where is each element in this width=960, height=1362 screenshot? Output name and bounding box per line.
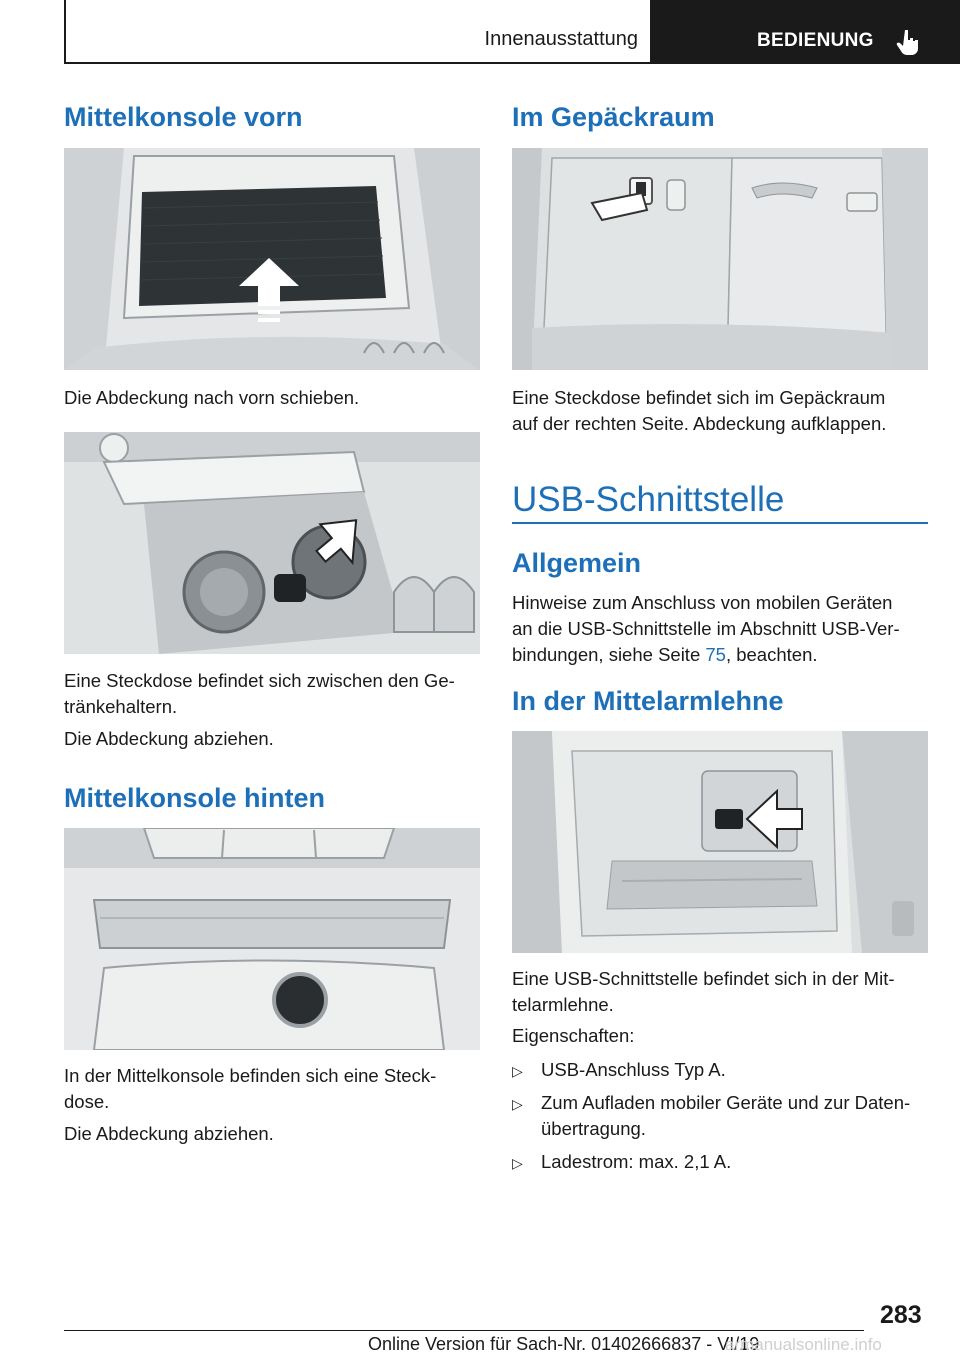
text-general-line3 (512, 642, 818, 668)
bullet-triangle-icon: ▷ (512, 1155, 523, 1171)
list-item-text: Zum Aufladen mobiler Geräte und zur Daten‐ übertragung. (541, 1092, 911, 1139)
text-rear-line1: In der Mittelkonsole befinden sich eine Steck‐ (64, 1065, 437, 1086)
text-cupholder-cover: Die Abdeckung abziehen. (64, 728, 274, 749)
text-cupholder-line2: tränkehaltern. (64, 696, 178, 717)
heading-front-console: Mittelkonsole vorn (64, 102, 303, 132)
list-item-text: Ladestrom: max. 2,1 A. (541, 1151, 732, 1172)
heading-general: Allgemein (512, 548, 642, 578)
text-properties-label: Eigenschaften: (512, 1025, 635, 1046)
photo-rear-console (64, 828, 480, 1050)
footer-watermark: armanualsonline.info (725, 1335, 882, 1354)
page-number: 283 (880, 1301, 922, 1329)
list-item (512, 1090, 928, 1142)
heading-trunk: Im Gepäckraum (512, 102, 715, 132)
footer-online-version: Online Version für Sach-Nr. 01402666837 - VI/19 (368, 1334, 760, 1354)
chapter-tab-label: BEDIENUNG (757, 30, 874, 51)
text-rear-cover: Die Abdeckung abziehen. (64, 1123, 274, 1144)
text-front-cover: Die Abdeckung nach vorn schieben. (64, 387, 360, 408)
photo-front-console (64, 148, 480, 370)
text-general-line3b: , beachten. (725, 644, 818, 665)
text-general-line3a: bindungen, siehe Seite (512, 644, 706, 665)
photo-trunk (512, 148, 928, 370)
text-general-line2: an die USB-Schnittstelle im Abschnitt USB-Ver‐ (512, 618, 900, 639)
photo-armrest (512, 731, 928, 953)
header-bottom-rule (64, 62, 650, 64)
text-armrest-line1: Eine USB-Schnittstelle befindet sich in der Mit‐ (512, 968, 895, 989)
header-chapter-tab (650, 0, 960, 64)
photo-cupholders (64, 432, 480, 654)
header-left-rule (64, 0, 66, 64)
list-item (512, 1057, 928, 1083)
text-rear-line2: dose. (64, 1091, 110, 1112)
text-armrest-line2: telarmlehne. (512, 994, 614, 1015)
text-trunk-line2: auf der rechten Seite. Abdeckung aufklappen. (512, 413, 887, 434)
text-trunk-line1: Eine Steckdose befindet sich im Gepäckraum (512, 387, 886, 408)
heading-usb-rule (512, 522, 928, 524)
bullet-triangle-icon: ▷ (512, 1063, 523, 1079)
text-general-line1: Hinweise zum Anschluss von mobilen Geräten (512, 592, 893, 613)
heading-armrest: In der Mittelarmlehne (512, 686, 784, 716)
bullet-triangle-icon: ▷ (512, 1096, 523, 1112)
list-item (512, 1149, 928, 1175)
page-reference-link[interactable]: 75 (705, 644, 726, 665)
list-item-text: USB-Anschluss Typ A. (541, 1059, 726, 1080)
heading-rear-console: Mittelkonsole hinten (64, 783, 326, 813)
header-section-title: Innenausstattung (484, 28, 638, 50)
text-cupholder-line1: Eine Steckdose befindet sich zwischen den Ge‐ (64, 670, 455, 691)
heading-usb-interface: USB-Schnittstelle (512, 480, 785, 519)
pointing-hand-icon (896, 28, 922, 56)
footer-rule (64, 1330, 864, 1331)
